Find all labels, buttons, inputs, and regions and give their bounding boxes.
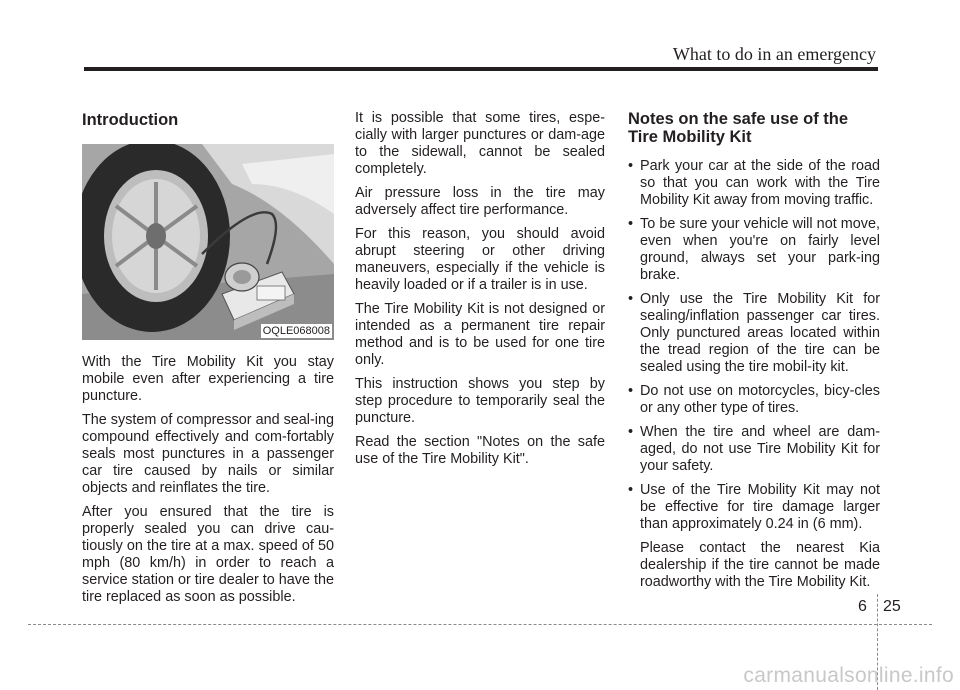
list-item-text: • Use of the Tire Mobility Kit may not be effective for tire damage larger than approximately 0.24 in (6 mm). [640,482,880,532]
intro-paragraph-1: With the Tire Mobility Kit you stay mobile even after experiencing a tire puncture. [82,354,334,404]
section-title: What to do in an emergency [672,44,876,64]
page-number: 25 [883,598,901,615]
tire-kit-illustration [82,144,334,340]
list-item-extra: Please contact the nearest Kia dealership if the tire cannot be made roadworthy with the Tire Mobility Kit. [640,540,880,590]
intro-paragraph-3: After you ensured that the tire is properly sealed you can drive cau-tiously on the tire at a max. speed of 50 mph (80 km/h) in order to reach a service station or tire dealer to have the tire replaced as soon as possible. [82,504,334,605]
watermark: carmanualsonline.info [743,664,954,687]
chapter-number: 6 [858,598,867,615]
middle-paragraph-3: For this reason, you should avoid abrupt steering or other driving maneuvers, especially if the vehicle is heavily loaded or if a trailer is in use. [355,226,605,293]
tire-mobility-kit-photo [82,144,334,340]
middle-paragraph-4: The Tire Mobility Kit is not designed or intended as a permanent tire repair method and is to be used for one tire only. [355,301,605,368]
list-item: • To be sure your vehicle will not move, even when you're on fairly level ground, always set your park-ing brake. [628,216,880,284]
notes-heading: Notes on the safe use of the Tire Mobility Kit [628,110,849,146]
middle-paragraph-6: Read the section "Notes on the safe use of the Tire Mobility Kit". [355,434,605,467]
middle-paragraph-5: This instruction shows you step by step procedure to temporarily seal the puncture. [355,376,605,426]
column-notes [628,110,880,598]
notes-list [628,158,880,591]
introduction-heading: Introduction [82,111,179,129]
middle-paragraph-2: Air pressure loss in the tire may adversely affect tire performance. [355,185,605,218]
middle-paragraph-1: It is possible that some tires, espe-cially with larger punctures or dam-age to the sidewall, cannot be sealed completely. [355,110,605,177]
intro-paragraph-2: The system of compressor and seal-ing compound effectively and com-fortably seals most punctures in a passenger car tire caused by nails or similar objects and reinflates the tire. [82,412,334,496]
image-code: OQLE068008 [262,325,330,337]
list-item: • When the tire and wheel are dam-aged, do not use Tire Mobility Kit for your safety. [628,424,880,475]
list-item: • Do not use on motorcycles, bicy-cles or any other type of tires. [628,383,880,417]
column-introduction [82,110,334,613]
footer-rule [28,624,932,625]
list-item: • Only use the Tire Mobility Kit for sealing/inflation passenger car tires. Only punctured areas located within the tread region of the tire can be sealed using the tire mobil-ity kit. [628,291,880,376]
list-item: • Park your car at the side of the road so that you can work with the Tire Mobility Kit away from moving traffic. [628,158,880,209]
list-item [628,482,880,591]
header-rule [84,67,878,71]
column-middle [355,110,605,475]
